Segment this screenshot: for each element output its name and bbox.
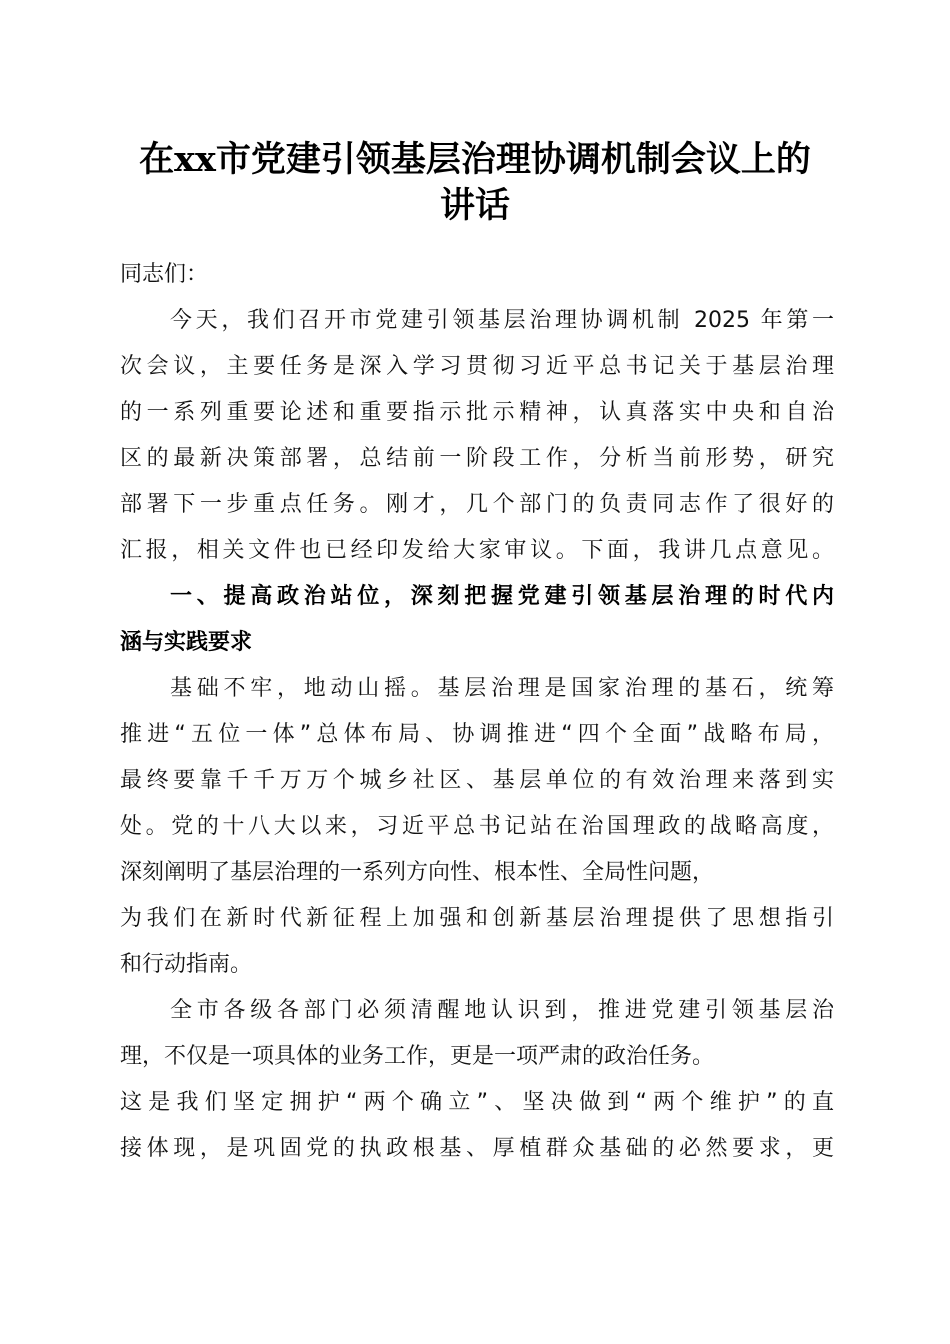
body-text-line: 这是我们坚定拥护“两个确立”、坚决做到“两个维护”的直 [120, 1090, 834, 1115]
body-text-line: 和行动指南。 [120, 952, 253, 977]
body-text-line: 汇报，相关文件也已经印发给大家审议。下面，我讲几点意见。 [120, 538, 834, 563]
body-text-line: 推进“五位一体”总体布局、协调推进“四个全面”战略布局， [120, 722, 834, 747]
body-text-line: 部署下一步重点任务。刚才，几个部门的负责同志作了很好的 [120, 492, 834, 517]
body-text-line: 区的最新决策部署，总结前一阶段工作，分析当前形势，研究 [120, 446, 834, 471]
salutation: 同志们： [120, 262, 209, 287]
section-heading-line: 一、提高政治站位，深刻把握党建引领基层治理的时代内 [170, 584, 834, 609]
section-heading-line: 涵与实践要求 [120, 630, 253, 655]
body-text-line: 次会议，主要任务是深入学习贯彻习近平总书记关于基层治理 [120, 354, 834, 379]
document-title-line-1: 在xx市党建引领基层治理协调机制会议上的 [139, 139, 811, 180]
body-text-line: 基础不牢，地动山摇。基层治理是国家治理的基石，统筹 [170, 676, 834, 701]
body-text-line: 理，不仅是一项具体的业务工作，更是一项严肃的政治任务。 [120, 1044, 715, 1069]
body-text-line: 为我们在新时代新征程上加强和创新基层治理提供了思想指引 [120, 906, 834, 931]
body-text-line: 深刻阐明了基层治理的一系列方向性、根本性、全局性问题， [120, 860, 715, 885]
document-title-line-2: 讲话 [439, 185, 510, 226]
body-text-line: 今天，我们召开市党建引领基层治理协调机制 2025 年第一 [170, 308, 834, 333]
body-text-line: 处。党的十八大以来，习近平总书记站在治国理政的战略高度， [120, 814, 834, 839]
document-body [120, 252, 834, 1172]
body-text-line: 接体现，是巩固党的执政根基、厚植群众基础的必然要求，更 [120, 1136, 834, 1161]
body-text-line: 全市各级各部门必须清醒地认识到，推进党建引领基层治 [170, 998, 834, 1023]
body-text-line: 最终要靠千千万万个城乡社区、基层单位的有效治理来落到实 [120, 768, 834, 793]
body-text-line: 的一系列重要论述和重要指示批示精神，认真落实中央和自治 [120, 400, 834, 425]
